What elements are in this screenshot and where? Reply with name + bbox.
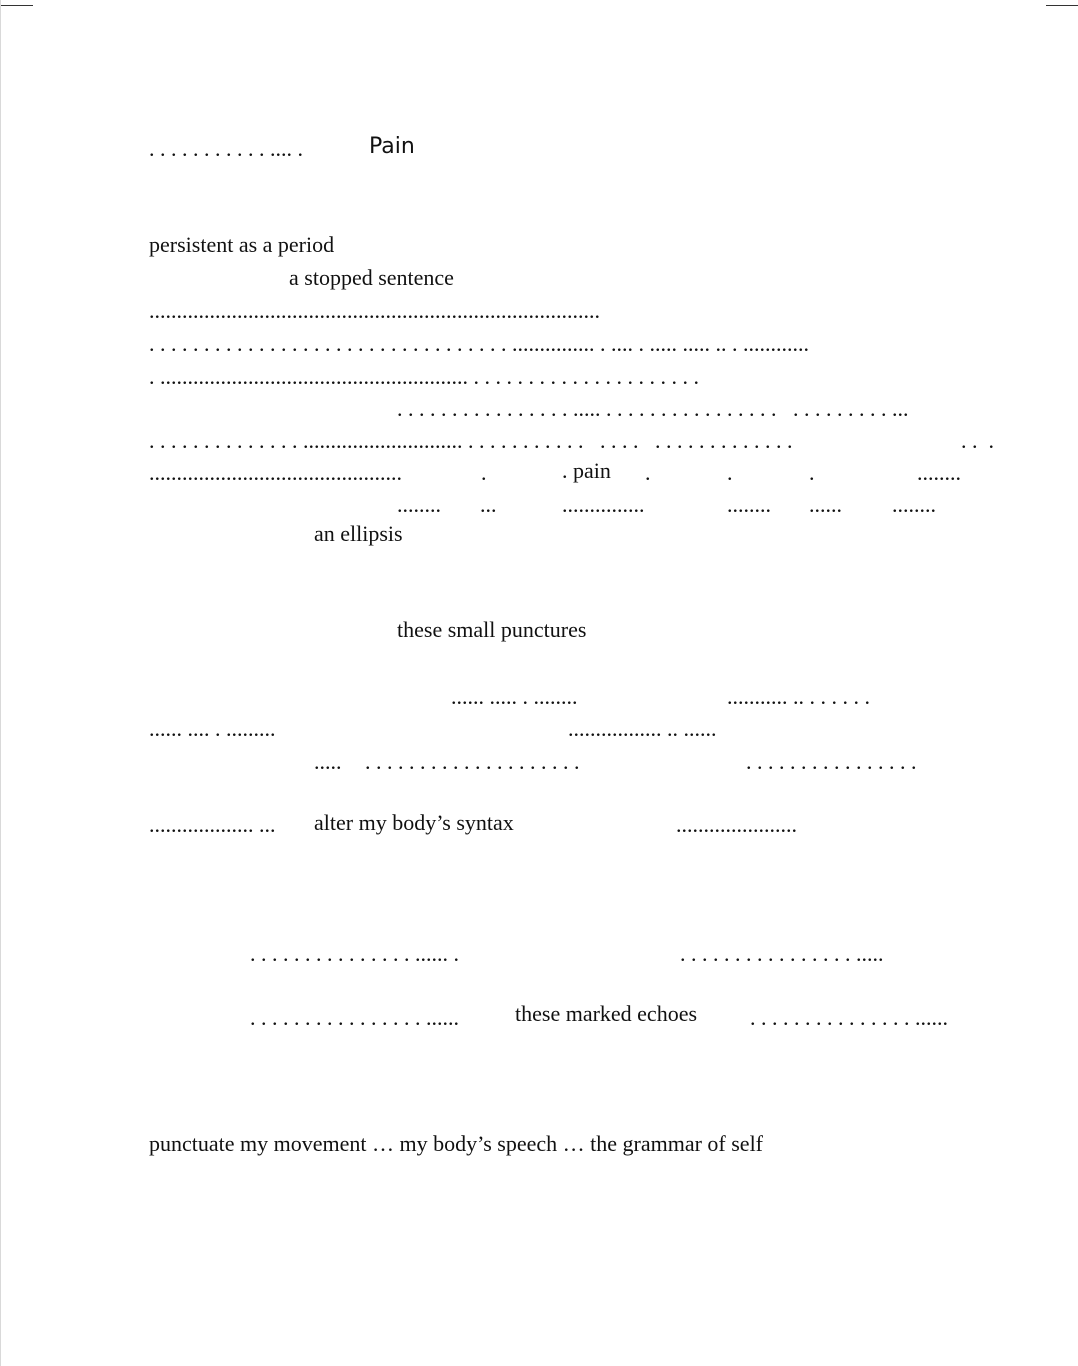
crop-mark-right bbox=[1046, 5, 1078, 6]
dot-mark: . bbox=[727, 460, 733, 485]
poem-line: alter my body’s syntax bbox=[314, 810, 514, 835]
crop-mark-left bbox=[1, 5, 33, 6]
dot-line: . . . . . . . . . . . . . . . . ..... bbox=[680, 941, 884, 966]
dot-line: . . . . . . . . . . . . . . ............................. . . . . . . . . . . . . . . . . . . . . . . . . . . . . bbox=[149, 428, 793, 453]
dot-mark: . bbox=[809, 460, 815, 485]
poem-word-pain: . pain bbox=[562, 458, 611, 483]
dot-line: ...... ..... . ........ bbox=[451, 684, 578, 709]
poem-closing-line: punctuate my movement … my body’s speech … the grammar of self bbox=[149, 1131, 764, 1156]
poem-line: an ellipsis bbox=[314, 521, 403, 546]
dot-line: ................... ... bbox=[149, 812, 276, 837]
dot-line: ............... bbox=[562, 492, 645, 517]
dot-mark: . bbox=[645, 460, 651, 485]
dot-line: . . . . . . . . . . . . . . . . ...... bbox=[250, 1005, 459, 1030]
dot-mark: . bbox=[481, 460, 487, 485]
dot-line: ...... bbox=[809, 492, 842, 517]
poem-line: these small punctures bbox=[397, 617, 587, 642]
dot-line: ...... .... . ......... bbox=[149, 716, 276, 741]
dot-line: ........... .. . . . . . . bbox=[727, 684, 870, 709]
dot-line: ...................... bbox=[676, 812, 797, 837]
dot-line: ........ bbox=[727, 492, 771, 517]
dot-line: ........ bbox=[397, 492, 441, 517]
dot-line: . . . . . . . . . . . . . . . . . . . . . . . . . . . . . . . . . ............... . .... . ..... ..... .. . ............ bbox=[149, 331, 809, 356]
dot-line: ........ bbox=[917, 460, 961, 485]
dot-line: ................. .. ...... bbox=[568, 716, 717, 741]
poem-line: persistent as a period bbox=[149, 232, 335, 257]
dot-line: . . . . . . . . . . . . . . . . ..... . . . . . . . . . . . . . . . . . . . . . . . . . ... bbox=[397, 396, 909, 421]
dot-line: . . . . . . . . . . . . . . . . . . . . bbox=[365, 749, 580, 774]
poem-title: Pain bbox=[369, 134, 415, 159]
dot-line: . ........................................................ . . . . . . . . . . . . . . . . . . . . . bbox=[149, 364, 699, 389]
poem-line: a stopped sentence bbox=[289, 265, 454, 290]
dot-line: .............................................. bbox=[149, 460, 402, 485]
dot-line: . . . bbox=[961, 428, 994, 453]
dot-line: ........ bbox=[892, 492, 936, 517]
dot-line: . . . . . . . . . . . . . . . . bbox=[746, 749, 917, 774]
dot-line: . . . . . . . . . . . . . . . ...... . bbox=[250, 941, 459, 966]
dot-line: ... bbox=[480, 492, 497, 517]
header-dots: . . . . . . . . . . . .... . bbox=[149, 136, 303, 161]
dot-line: ..... bbox=[314, 749, 342, 774]
dot-line: .................................................................................. bbox=[149, 298, 600, 323]
poem-line: these marked echoes bbox=[515, 1001, 698, 1026]
dot-line: . . . . . . . . . . . . . . . ...... bbox=[750, 1005, 948, 1030]
